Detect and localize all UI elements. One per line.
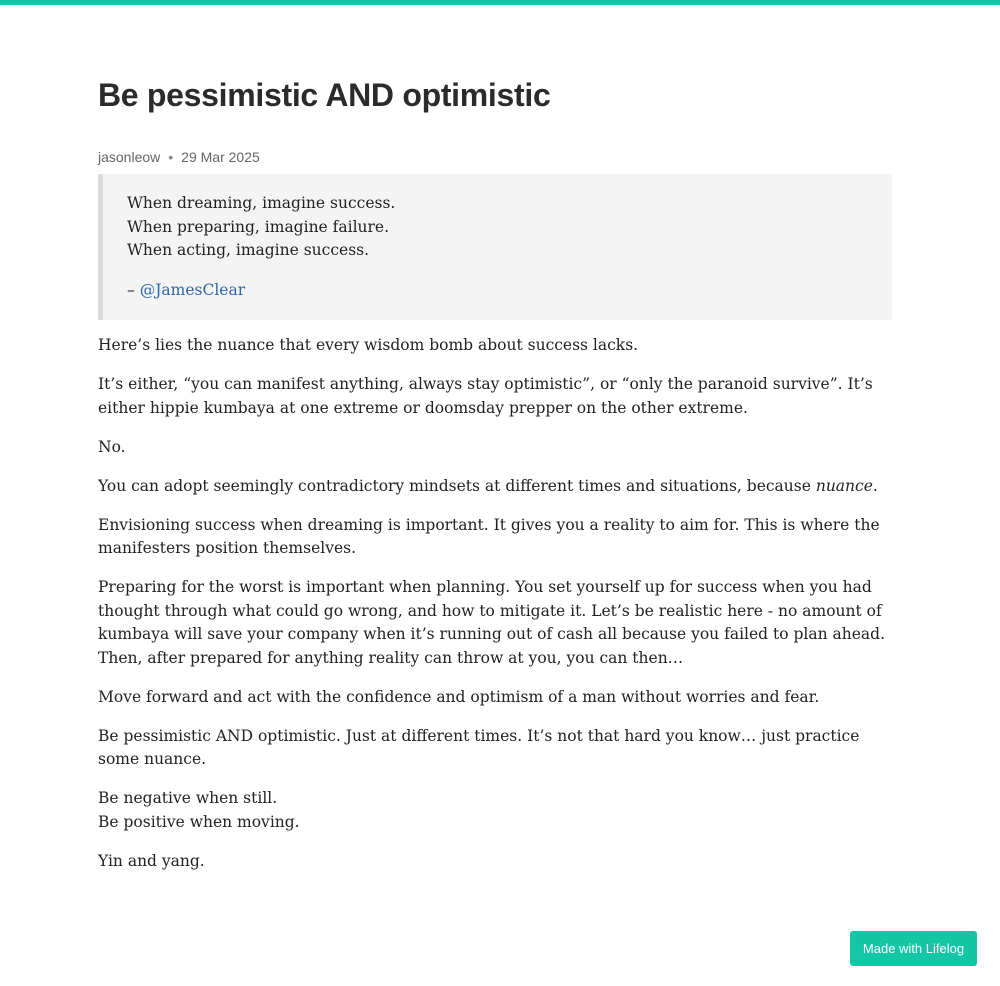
paragraph: No. (98, 437, 126, 456)
attribution-link[interactable]: @JamesClear (139, 280, 246, 299)
top-accent-bar (0, 0, 1000, 5)
paragraph (98, 475, 892, 499)
paragraph-text: You can adopt seemingly contradictory mindsets at different times and situations, because (98, 476, 816, 495)
post-date: 29 Mar 2025 (181, 149, 260, 165)
paragraph: Be pessimistic AND optimistic. Just at different times. It’s not that hard you know… just practice some nuance. (98, 726, 860, 768)
post-title: Be pessimistic AND optimistic (98, 77, 551, 113)
quote-line: When dreaming, imagine success. (127, 194, 396, 212)
meta-separator: • (168, 149, 174, 165)
paragraph: Preparing for the worst is important when planning. You set yourself up for success when you had thought through what could go wrong, and how to mitigate it. Let’s be realistic here - no amount of kumbaya will save your company when it’s running out of cash all because you failed to plan ahead. Then, after prepared for anything reality can throw at you, you can then… (98, 578, 886, 667)
author-name[interactable]: jasonleow (98, 149, 161, 165)
article (98, 75, 892, 889)
quote-line: When acting, imagine success. (127, 241, 370, 259)
quote-line: When preparing, imagine failure. (127, 217, 390, 236)
paragraph-line: Be positive when moving. (98, 812, 300, 831)
attribution-dash: – (127, 280, 140, 299)
paragraph (98, 787, 892, 834)
paragraph: Yin and yang. (98, 851, 205, 870)
paragraph-end: . (872, 476, 878, 495)
post-body (98, 334, 892, 873)
paragraph: Envisioning success when dreaming is important. It gives you a reality to aim for. This is where the manifesters position themselves. (98, 515, 880, 557)
paragraph-line: Be negative when still. (98, 789, 278, 807)
paragraph: Move forward and act with the confidence and optimism of a man without worries and fear. (98, 687, 820, 706)
paragraph: Here’s lies the nuance that every wisdom bomb about success lacks. (98, 336, 639, 354)
emphasis-text: nuance (815, 476, 873, 495)
paragraph: It’s either, “you can manifest anything, always stay optimistic”, or “only the paranoid survive”. It’s either hippie kumbaya at one extreme or doomsday prepper on the other extreme. (98, 375, 873, 417)
made-with-lifelog-button[interactable]: Made with Lifelog (850, 931, 977, 966)
quote-block (98, 174, 892, 320)
quote-attribution (127, 279, 868, 303)
quote-lines (127, 192, 868, 263)
post-meta (98, 147, 892, 167)
